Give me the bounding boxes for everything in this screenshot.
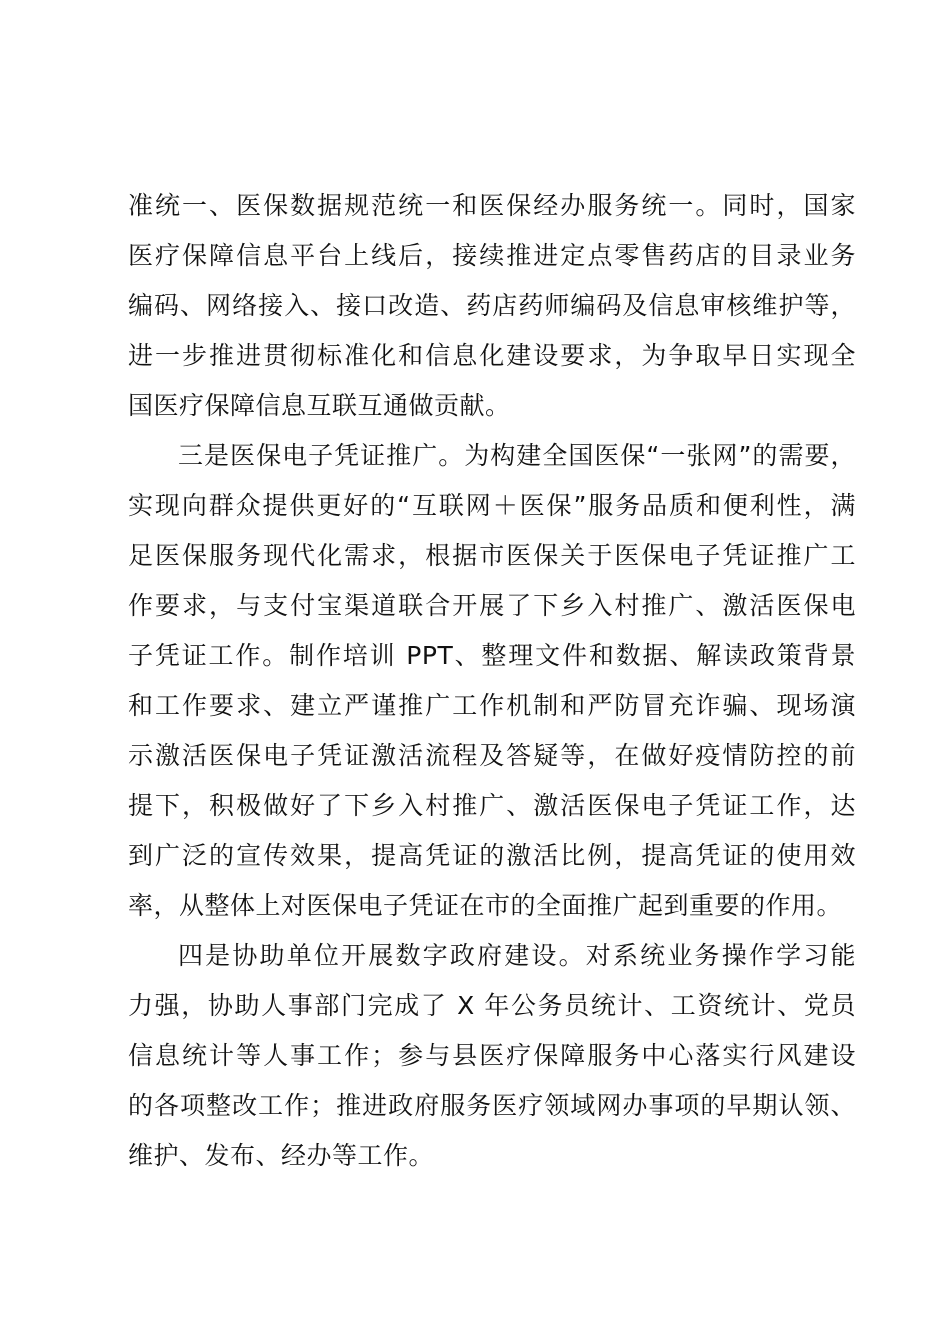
paragraph-1	[128, 181, 856, 431]
text-line: 率，从整体上对医保电子凭证在市的全面推广起到重要的作用。	[128, 891, 843, 920]
document-body	[128, 181, 856, 1181]
text-line: 足医保服务现代化需求，根据市医保关于医保电子凭证推广工	[128, 541, 856, 570]
text-line: 进一步推进贯彻标准化和信息化建设要求，为争取早日实现全	[128, 341, 856, 370]
text-line: 信息统计等人事工作；参与县医疗保障服务中心落实行风建设	[128, 1041, 856, 1070]
text-line: 提下，积极做好了下乡入村推广、激活医保电子凭证工作，达	[128, 791, 856, 820]
text-line: 三是医保电子凭证推广。为构建全国医保“一张网”的需要，	[178, 441, 856, 470]
text-line: 实现向群众提供更好的“互联网＋医保”服务品质和便利性，满	[128, 491, 856, 520]
paragraph-2	[128, 431, 856, 931]
text-line: 维护、发布、经办等工作。	[128, 1141, 435, 1170]
text-line: 力强，协助人事部门完成了 X 年公务员统计、工资统计、党员	[128, 991, 856, 1020]
text-line: 国医疗保障信息互联互通做贡献。	[128, 391, 511, 420]
text-line: 准统一、医保数据规范统一和医保经办服务统一。同时，国家	[128, 191, 856, 220]
text-line: 的各项整改工作；推进政府服务医疗领域网办事项的早期认领、	[128, 1091, 856, 1120]
text-line: 和工作要求、建立严谨推广工作机制和严防冒充诈骗、现场演	[128, 691, 856, 720]
text-line: 作要求，与支付宝渠道联合开展了下乡入村推广、激活医保电	[128, 591, 856, 620]
text-line: 示激活医保电子凭证激活流程及答疑等，在做好疫情防控的前	[128, 741, 856, 770]
text-line: 编码、网络接入、接口改造、药店药师编码及信息审核维护等，	[128, 291, 856, 320]
paragraph-3	[128, 931, 856, 1181]
text-line: 到广泛的宣传效果，提高凭证的激活比例，提高凭证的使用效	[128, 841, 856, 870]
text-line: 四是协助单位开展数字政府建设。对系统业务操作学习能	[178, 941, 856, 970]
text-line: 子凭证工作。制作培训 PPT、整理文件和数据、解读政策背景	[128, 641, 856, 670]
text-line: 医疗保障信息平台上线后，接续推进定点零售药店的目录业务	[128, 241, 856, 270]
